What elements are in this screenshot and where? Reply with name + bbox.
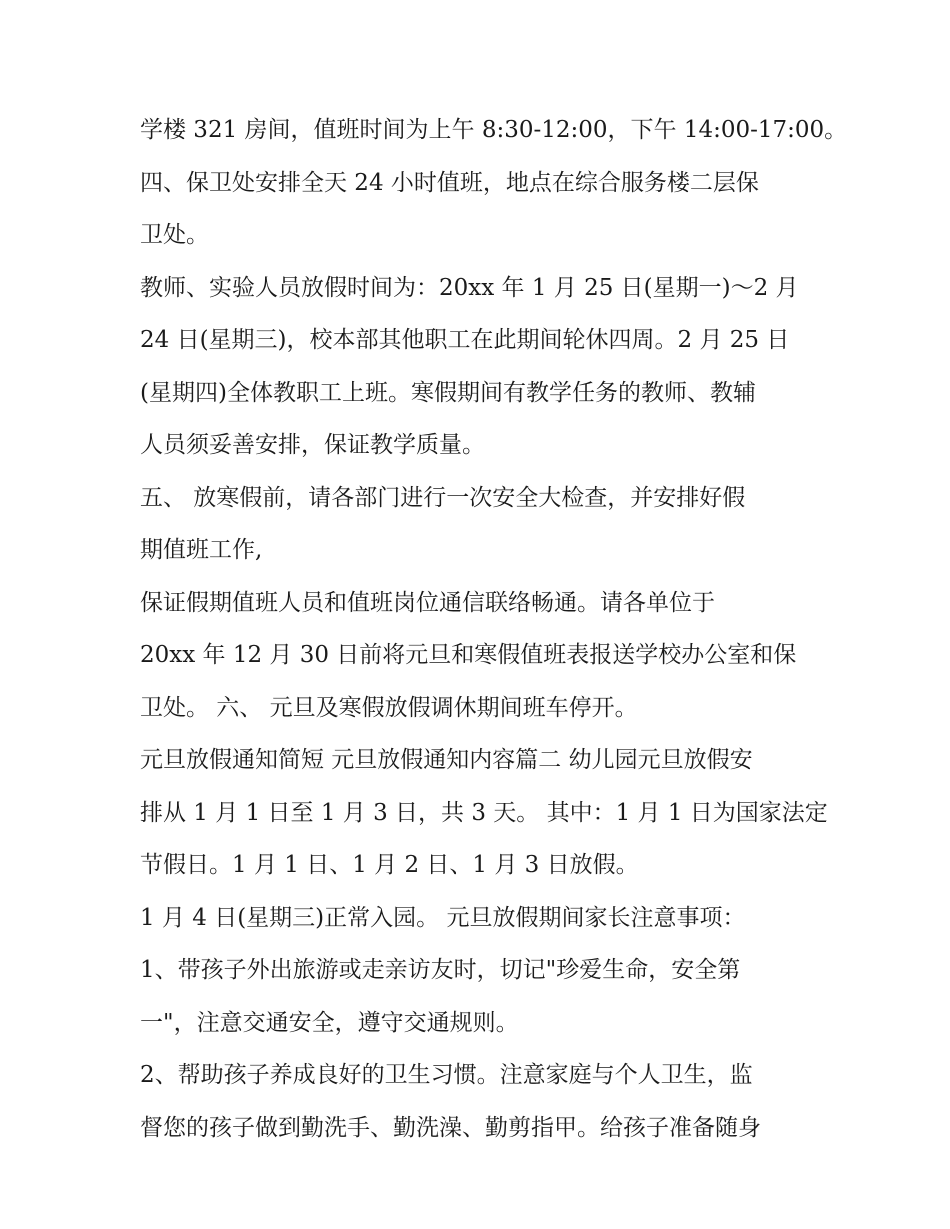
text-line: 四、保卫处安排全天 24 小时值班，地点在综合服务楼二层保 [140,169,759,196]
text-line: 学楼 321 房间，值班时间为上午 8:30-12:00，下午 14:00-17:00。 [140,117,848,143]
text-line: 排从 1 月 1 日至 1 月 3 日，共 3 天。 其中：1 月 1 日为国家法定 [140,799,828,826]
text-line: 期值班工作, [140,537,263,563]
text-line: (星期四)全体教职工上班。寒假期间有教学任务的教师、教辅 [140,379,756,406]
text-line: 24 日(星期三)，校本部其他职工在此期间轮休四周。2 月 25 日 [140,327,790,353]
text-line: 20xx 年 12 月 30 日前将元旦和寒假值班表报送学校办公室和保 [140,642,797,668]
text-line: 五、 放寒假前，请各部门进行一次安全大检查，并安排好假 [140,484,746,511]
text-line: 教师、实验人员放假时间为：20xx 年 1 月 25 日(星期一)～2 月 [140,274,799,301]
text-line: 一"，注意交通安全，遵守交通规则。 [140,1009,519,1036]
text-line: 卫处。 六、 元旦及寒假放假调休期间班车停开。 [140,694,638,721]
text-line: 督您的孩子做到勤洗手、勤洗澡、勤剪指甲。给孩子准备随身 [140,1114,761,1141]
text-line: 元旦放假通知简短 元旦放假通知内容篇二 幼儿园元旦放假安 [140,747,753,773]
text-line: 人员须妥善安排，保证教学质量。 [140,432,485,458]
text-line: 1 月 4 日(星期三)正常入园。 元旦放假期间家长注意事项： [140,904,746,931]
document-body [140,104,848,1154]
text-line: 1、带孩子外出旅游或走亲访友时，切记"珍爱生命，安全第 [140,957,741,983]
text-line: 保证假期值班人员和值班岗位通信联络畅通。请各单位于 [140,589,715,616]
text-line: 2、帮助孩子养成良好的卫生习惯。注意家庭与个人卫生，监 [140,1062,753,1088]
text-line: 卫处。 [140,222,209,248]
text-line: 节假日。1 月 1 日、1 月 2 日、1 月 3 日放假。 [140,852,639,878]
